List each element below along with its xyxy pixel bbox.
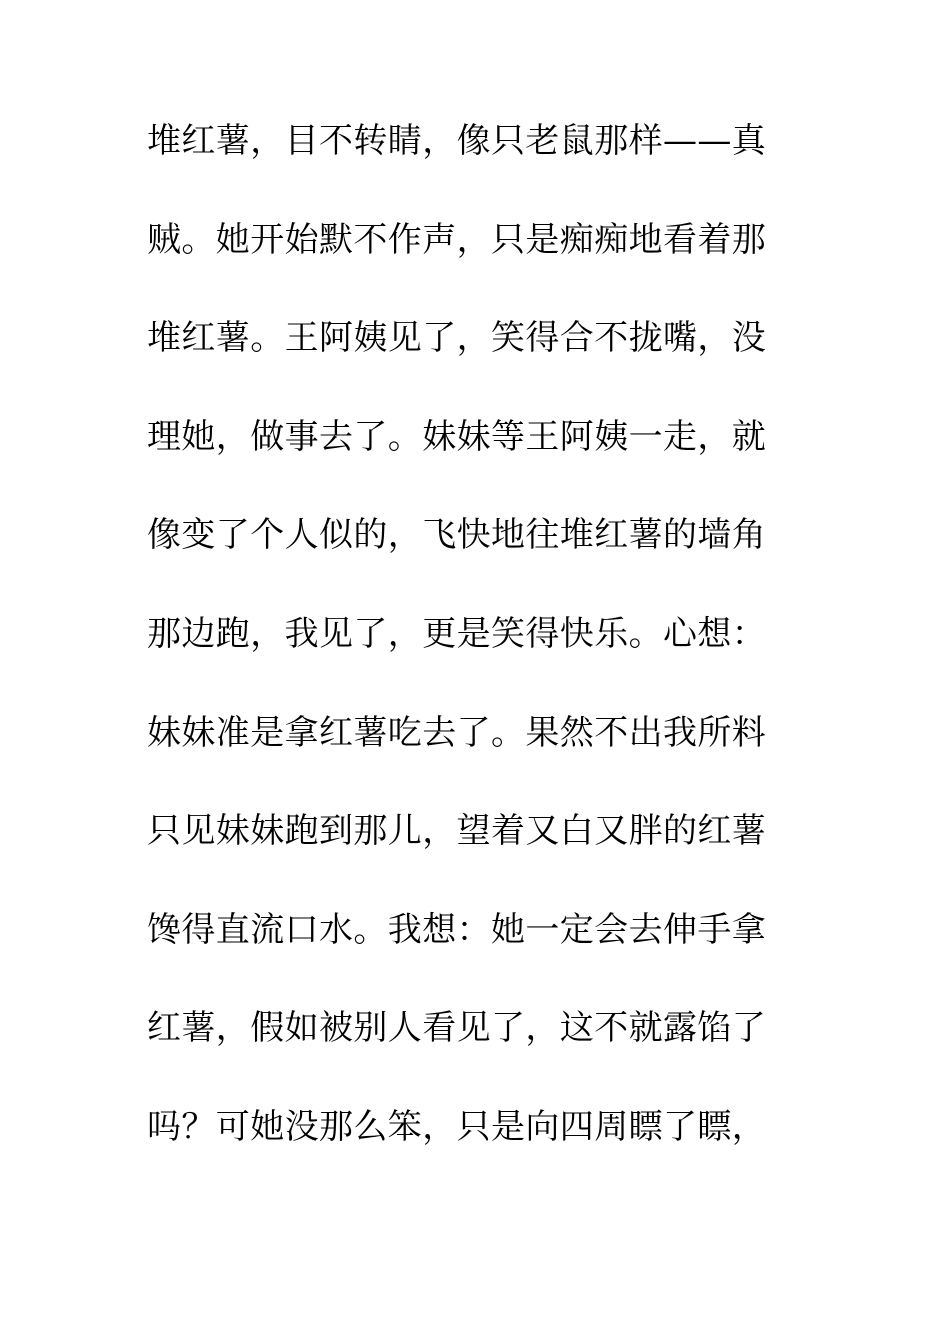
text-line-9: 馋得直流口水。我想：她一定会去伸手拿 bbox=[147, 909, 767, 950]
text-line-5: 像变了个人似的，飞快地往堆红薯的墙角 bbox=[147, 515, 767, 556]
text-line-11: 吗？可她没那么笨，只是向四周瞟了瞟， bbox=[147, 1106, 767, 1147]
body-text bbox=[147, 121, 827, 1209]
text-line-6: 那边跑，我见了，更是笑得快乐。心想： bbox=[147, 613, 767, 654]
text-line-4: 理她，做事去了。妹妹等王阿姨一走，就 bbox=[147, 416, 767, 457]
text-line-10: 红薯，假如被别人看见了，这不就露馅了 bbox=[147, 1008, 767, 1049]
text-line-2: 贼。她开始默不作声，只是痴痴地看着那 bbox=[147, 219, 767, 260]
text-line-8: 只见妹妹跑到那儿，望着又白又胖的红薯 bbox=[147, 811, 767, 852]
text-line-7: 妹妹准是拿红薯吃去了。果然不出我所料 bbox=[147, 712, 767, 753]
text-line-3: 堆红薯。王阿姨见了，笑得合不拢嘴，没 bbox=[147, 318, 767, 359]
text-line-1: 堆红薯，目不转睛，像只老鼠那样——真 bbox=[147, 121, 767, 161]
